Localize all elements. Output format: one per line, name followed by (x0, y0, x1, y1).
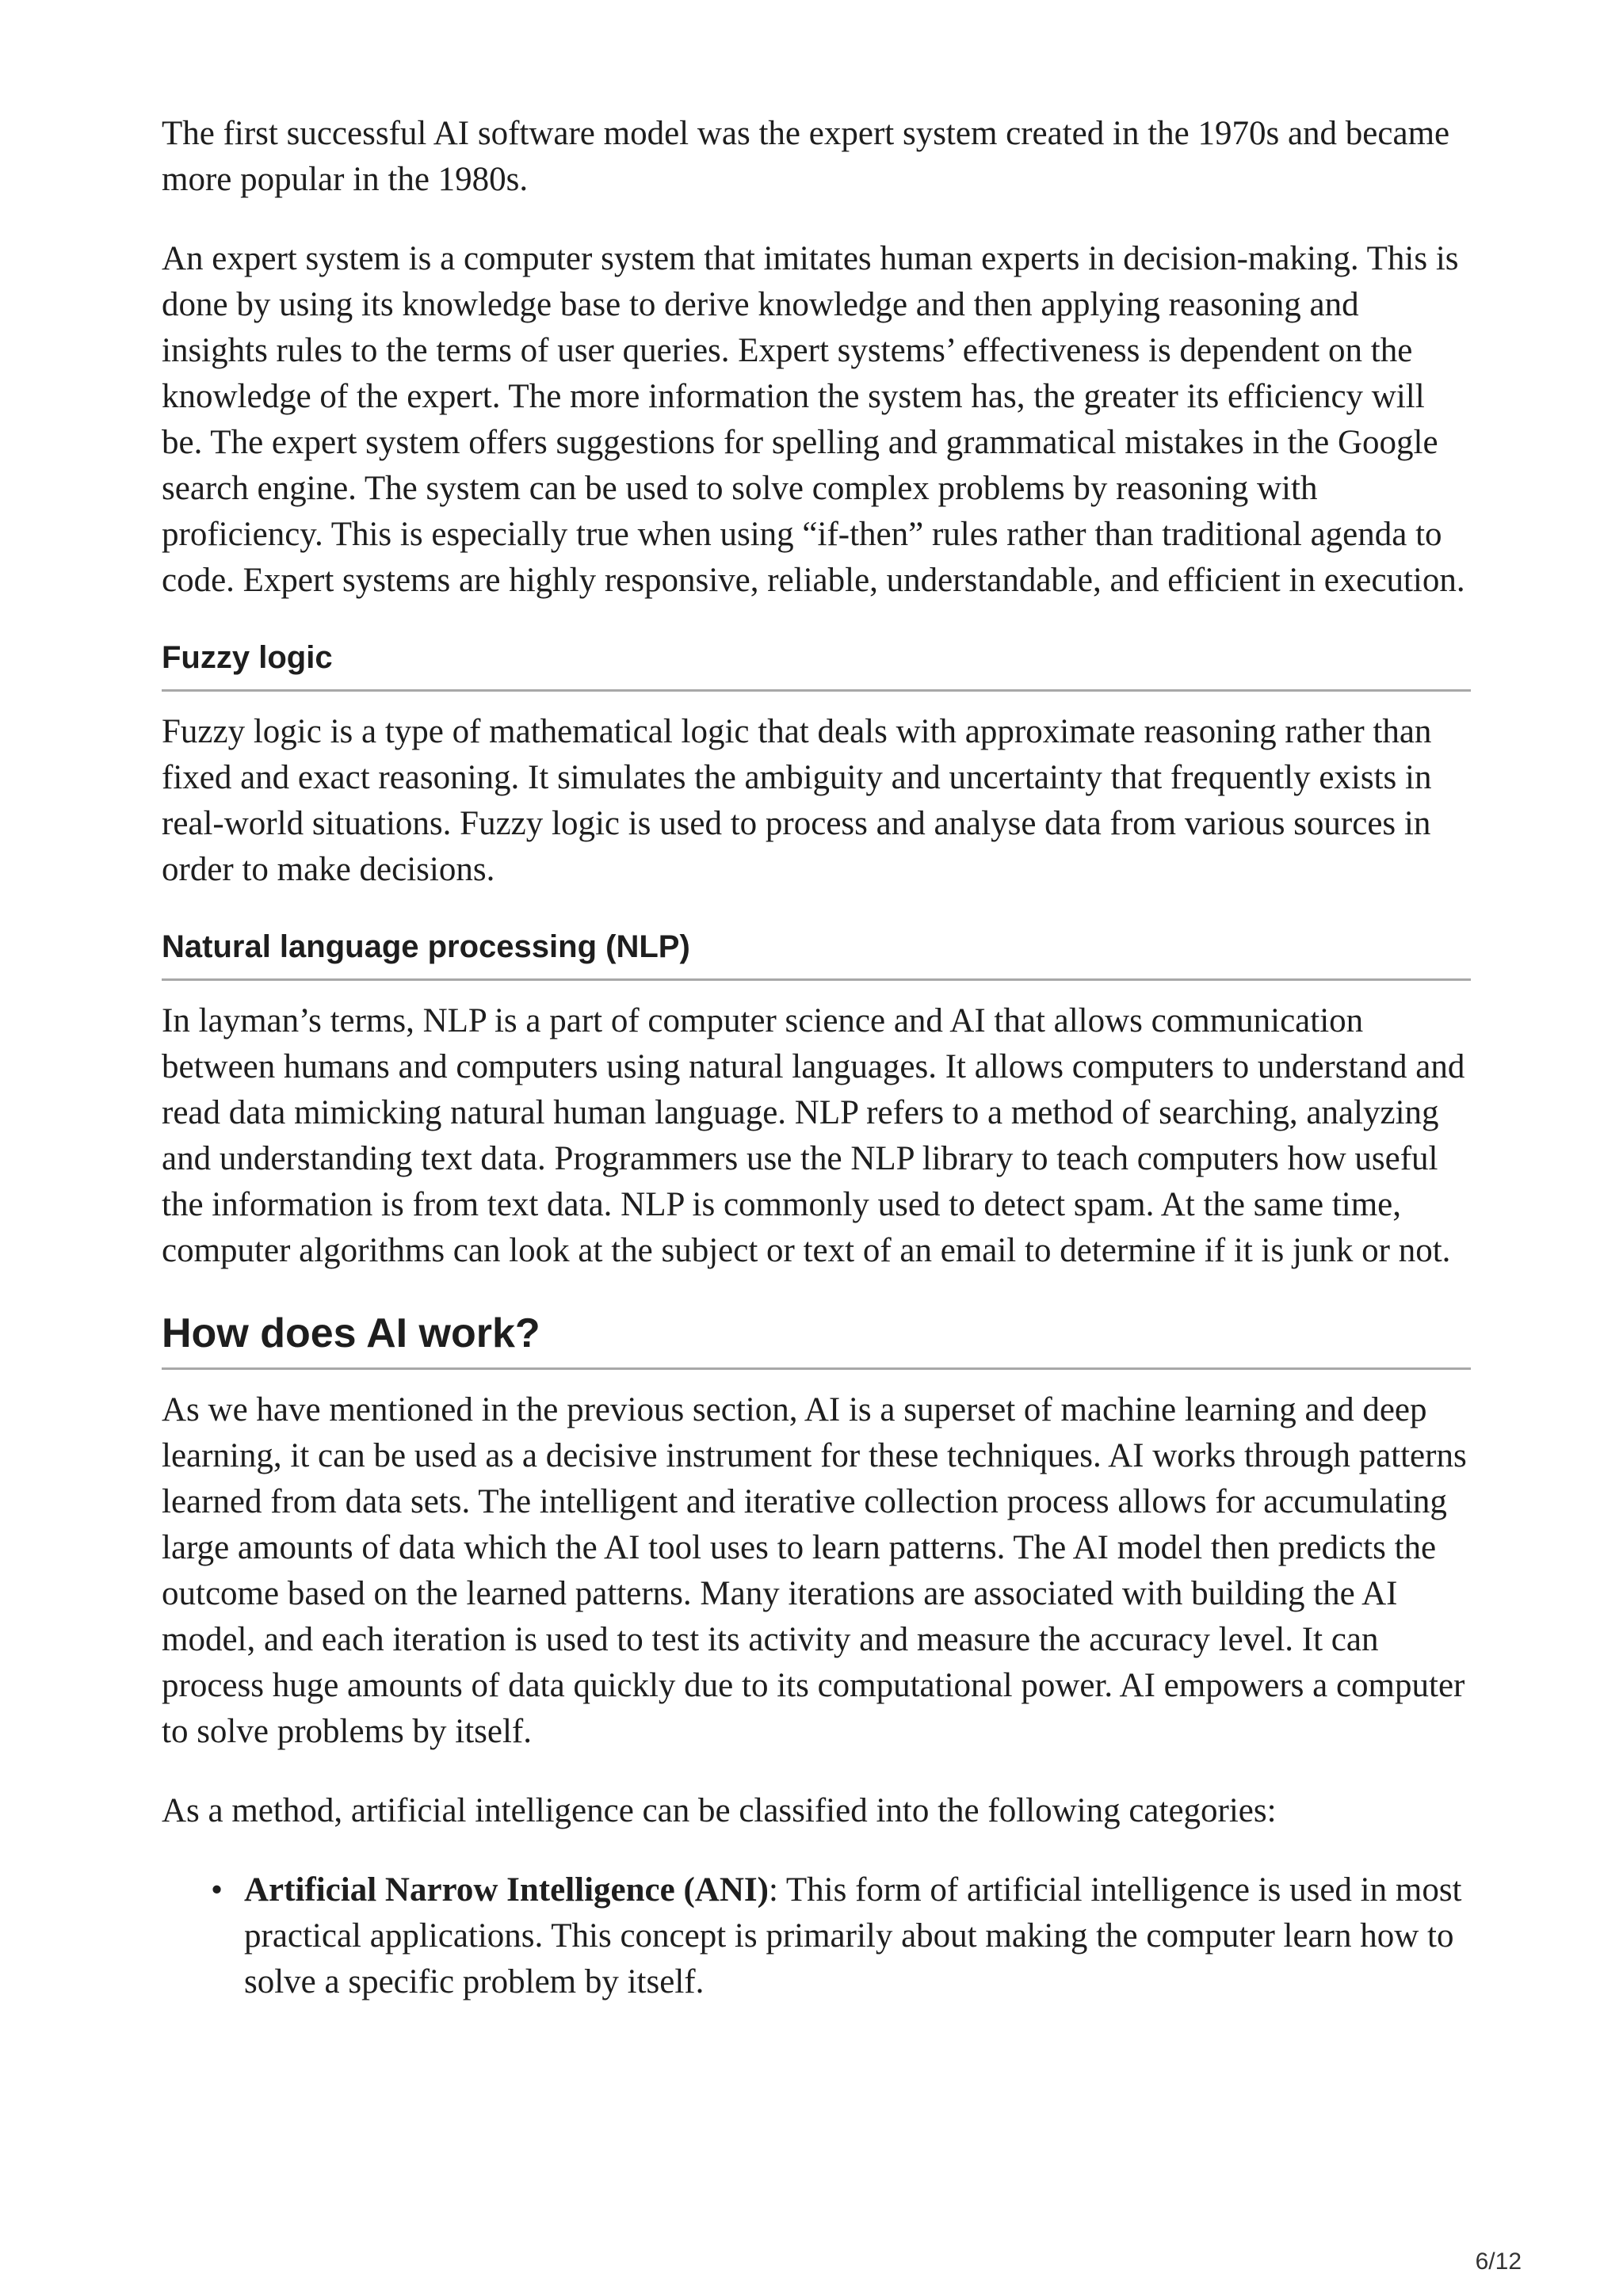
ani-description: : This form of artificial intelligence is used in most practical applications. This concept is primarily about making the computer learn how to solve a specific problem by itself. (244, 1871, 1462, 2000)
how-ai-works-paragraph: As we have mentioned in the previous section, AI is a superset of machine learning and deep learning, it can be used as a decisive instrument for these techniques. AI works through patterns learned from data sets. The intelligent and iterative collection process allows for accumulating large amounts of data which the AI tool uses to learn patterns. The AI model then predicts the outcome based on the learned patterns. Many iterations are associated with building the AI model, and each iteration is used to test its activity and measure the accuracy level. It can process huge amounts of data quickly due to its computational power. AI empowers a computer to solve problems by itself. (162, 1391, 1467, 1750)
bullet-icon: • (211, 1871, 223, 1909)
ai-categories-list (162, 1867, 1471, 2005)
nlp-paragraph: In layman’s terms, NLP is a part of computer science and AI that allows communication between humans and computers using natural languages. It allows computers to understand and read data mimicking natural human language. NLP refers to a method of searching, analyzing and understanding text data. Programmers use the NLP library to teach computers how useful the information is from text data. NLP is commonly used to detect spam. At the same time, computer algorithms can look at the subject or text of an email to determine if it is junk or not. (162, 1002, 1465, 1269)
nlp-heading: Natural language processing (NLP) (162, 926, 1471, 981)
fuzzy-logic-heading: Fuzzy logic (162, 637, 1471, 692)
page-number: 6/12 (1475, 2248, 1522, 2275)
document-page (162, 111, 1471, 2005)
ani-term: Artificial Narrow Intelligence (ANI) (244, 1871, 769, 1909)
expert-system-paragraph: An expert system is a computer system that imitates human experts in decision-making. This is done by using its knowledge base to derive knowledge and then applying reasoning and insights rules to the terms of user queries. Expert systems’ effectiveness is dependent on the knowledge of the expert. The more information the system has, the greater its efficiency will be. The expert system offers suggestions for spelling and grammatical mistakes in the Google search engine. The system can be used to solve complex problems by reasoning with proficiency. This is especially true when using “if-then” rules rather than traditional agenda to code. Expert systems are highly responsive, reliable, understandable, and efficient in execution. (162, 240, 1465, 599)
how-ai-works-heading: How does AI work? (162, 1307, 1471, 1370)
categories-intro-paragraph: As a method, artificial intelligence can be classified into the following categories: (162, 1792, 1277, 1829)
intro-paragraph-1: The first successful AI software model was the expert system created in the 1970s and became more popular in the 1980s. (162, 115, 1450, 198)
list-item-ani (211, 1867, 1471, 2005)
fuzzy-logic-paragraph: Fuzzy logic is a type of mathematical logic that deals with approximate reasoning rather than fixed and exact reasoning. It simulates the ambiguity and uncertainty that frequently exists in real-world situations. Fuzzy logic is used to process and analyse data from various sources in order to make decisions. (162, 713, 1432, 888)
